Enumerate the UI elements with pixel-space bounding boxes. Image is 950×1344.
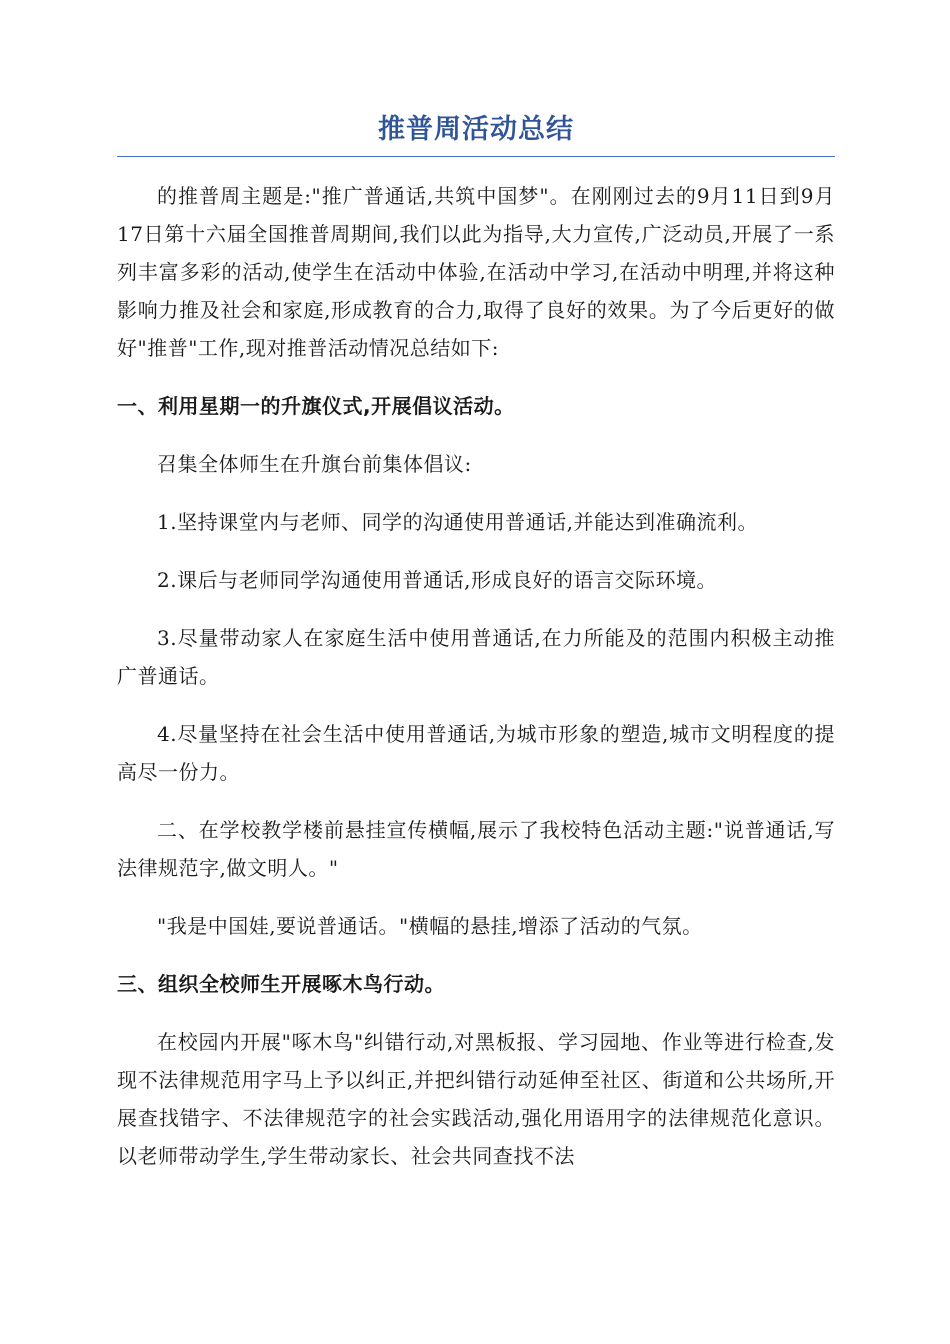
document-page bbox=[117, 110, 835, 1195]
paragraph-initiative-intro: 召集全体师生在升旗台前集体倡议: bbox=[157, 452, 472, 476]
intro-paragraph: 的推普周主题是:"推广普通话,共筑中国梦"。在刚刚过去的9月11日到9月17日第十六届全国推普周期间,我们以此为指导,大力宣传,广泛动员,开展了一系列丰富多彩的活动,使学生在活动中体验,在活动中学习,在活动中明理,并将这种影响力推及社会和家庭,形成教育的合力,取得了良好的效果。为了今后更好的做好"推普"工作,现对推普活动情况总结如下: bbox=[117, 184, 835, 360]
section-heading-3: 三、组织全校师生开展啄木鸟行动。 bbox=[117, 972, 445, 996]
title-underline bbox=[117, 156, 835, 157]
section-heading-1: 一、利用星期一的升旗仪式,开展倡议活动。 bbox=[117, 394, 515, 418]
paragraph-item-1: 1.坚持课堂内与老师、同学的沟通使用普通话,并能达到准确流利。 bbox=[157, 510, 758, 534]
paragraph-item-3: 3.尽量带动家人在家庭生活中使用普通话,在力所能及的范围内积极主动推广普通话。 bbox=[117, 626, 835, 688]
document-title: 推普周活动总结 bbox=[378, 114, 574, 145]
paragraph-woodpecker: 在校园内开展"啄木鸟"纠错行动,对黑板报、学习园地、作业等进行检查,发现不法律规范用字马上予以纠正,并把纠错行动延伸至社区、街道和公共场所,开展查找错字、不法律规范字的社会实践活动,强化用语用字的法律规范化意识。以老师带动学生,学生带动家长、社会共同查找不法 bbox=[117, 1030, 835, 1168]
paragraph-banner: "我是中国娃,要说普通话。"横幅的悬挂,增添了活动的气氛。 bbox=[157, 914, 703, 938]
paragraph-item-2: 2.课后与老师同学沟通使用普通话,形成良好的语言交际环境。 bbox=[157, 568, 717, 592]
paragraph-section-2: 二、在学校教学楼前悬挂宣传横幅,展示了我校特色活动主题:"说普通话,写法律规范字,做文明人。" bbox=[117, 818, 835, 880]
paragraph-item-4: 4.尽量坚持在社会生活中使用普通话,为城市形象的塑造,城市文明程度的提高尽一份力。 bbox=[117, 722, 835, 784]
